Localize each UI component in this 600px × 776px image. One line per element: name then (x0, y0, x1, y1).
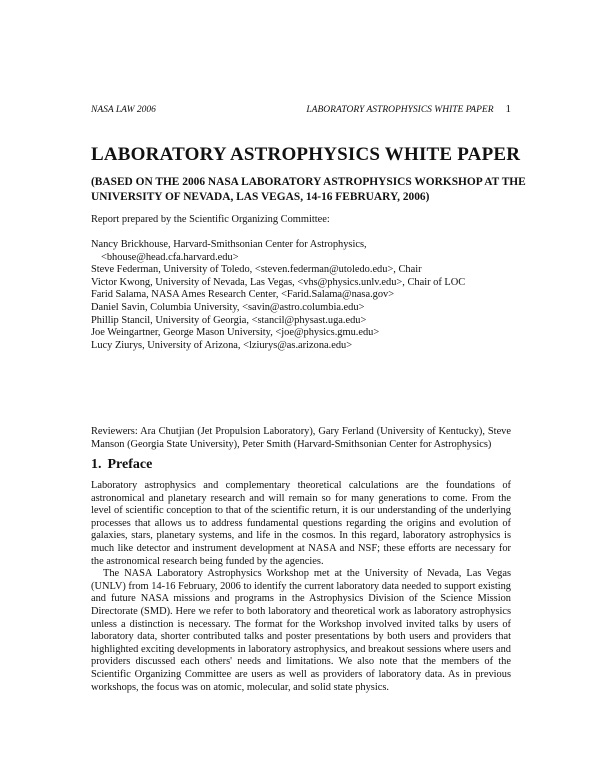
committee-member (91, 277, 511, 290)
report-line: Report prepared by the Scientific Organizing Committee: (91, 214, 330, 225)
member-email: <lziurys@as.arizona.edu> (243, 339, 353, 351)
committee-list (91, 239, 511, 352)
member-name: Steve Federman, University of Toledo, (91, 264, 253, 276)
page-number: 1 (505, 103, 511, 115)
running-header (91, 103, 511, 115)
member-email: <bhouse@head.cfa.harvard.edu> (101, 251, 239, 263)
committee-member (91, 264, 511, 277)
preface-body (91, 480, 511, 694)
section-heading (91, 457, 511, 473)
member-email: <stancil@physast.uga.edu> (251, 314, 367, 326)
member-name: Victor Kwong, University of Nevada, Las Vegas, (91, 276, 295, 288)
member-email: <joe@physics.gmu.edu> (275, 327, 380, 339)
running-header-right: LABORATORY ASTROPHYSICS WHITE PAPER (306, 105, 494, 115)
member-email: <steven.federman@utoledo.edu>, Chair (254, 264, 422, 276)
member-name: Joe Weingartner, George Mason University, (91, 327, 273, 339)
member-name: Phillip Stancil, University of Georgia, (91, 314, 249, 326)
member-name: Daniel Savin, Columbia University, (91, 301, 240, 313)
member-email: <savin@astro.columbia.edu> (242, 301, 365, 313)
paper-subtitle: (BASED ON THE 2006 NASA LABORATORY ASTROPHYSICS WORKSHOP AT THE UNIVERSITY OF NEVADA, LAS VEGAS, 14-16 FEBRUARY, 2006) (91, 176, 526, 203)
section-number: 1. (91, 457, 102, 472)
committee-member (91, 302, 511, 315)
committee-member (91, 315, 511, 328)
member-name: Farid Salama, NASA Ames Research Center, (91, 289, 279, 301)
body-paragraph: The NASA Laboratory Astrophysics Workshop met at the University of Nevada, Las Vegas (UNLV) from 14-16 February, 2006 to identify the current laboratory data needed to support existing and future NASA missions and programs in the Astrophysics Division of the Science Mission Directorate (SMD). Here we refer to both laboratory and theoretical work as laboratory astrophysics unless a distinction is necessary. The format for the Workshop involved invited talks by users of laboratory data, shorter contributed talks and poster presentations by both users and providers that highlighted exciting developments in laboratory astrophysics, and breakout sessions where users and providers discussed each others' needs and limitations. We also note that the members of the Scientific Organizing Committee are users as well as providers of laboratory data. As in previous workshops, the focus was on atomic, molecular, and solid state physics. (91, 568, 511, 693)
body-paragraph: Laboratory astrophysics and complementary theoretical calculations are the foundations of astronomical and planetary research and will remain so for many generations to come. From the level of scientific conception to that of the scientific return, it is our understanding of the underlying processes that allows us to address fundamental questions regarding the origins and evolution of galaxies, stars, planetary systems, and life in the cosmos. In this regard, laboratory astrophysics is much like detector and instrument development at NASA and NSF; these efforts are necessary for the astronomical research being funded by the agencies. (91, 480, 511, 567)
member-name: Nancy Brickhouse, Harvard-Smithsonian Center for Astrophysics, (91, 239, 367, 250)
committee-member (91, 289, 511, 302)
member-email: <vhs@physics.unlv.edu>, Chair of LOC (297, 276, 466, 288)
member-email: <Farid.Salama@nasa.gov> (281, 289, 395, 301)
member-name: Lucy Ziurys, University of Arizona, (91, 339, 241, 351)
reviewers-paragraph: Reviewers: Ara Chutjian (Jet Propulsion Laboratory), Gary Ferland (University of Kentucky), Steve Manson (Georgia State University), Peter Smith (Harvard-Smithsonian Center for Astrophysics) (91, 426, 511, 450)
paper-title: LABORATORY ASTROPHYSICS WHITE PAPER (91, 144, 521, 165)
committee-member (91, 327, 511, 340)
committee-member (91, 340, 511, 353)
committee-member (91, 239, 511, 264)
running-header-left: NASA LAW 2006 (91, 105, 156, 115)
section-title: Preface (107, 457, 153, 472)
